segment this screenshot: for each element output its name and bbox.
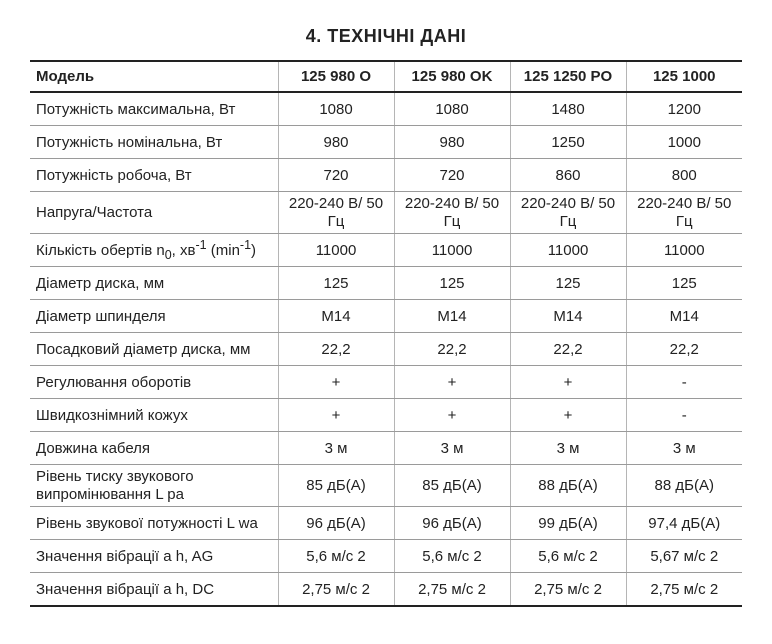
table-cell: M14 xyxy=(394,300,510,333)
table-cell: 1200 xyxy=(626,92,742,126)
table-row xyxy=(30,540,742,573)
table-cell: 11000 xyxy=(394,234,510,267)
table-cell: M14 xyxy=(510,300,626,333)
table-cell: 5,6 м/с 2 xyxy=(510,540,626,573)
table-row xyxy=(30,366,742,399)
table-cell: 1080 xyxy=(394,92,510,126)
table-cell: 3 м xyxy=(510,432,626,465)
table-cell: 1250 xyxy=(510,126,626,159)
table-cell: 1080 xyxy=(278,92,394,126)
table-cell: + xyxy=(278,366,394,399)
table-row xyxy=(30,573,742,607)
specifications-table xyxy=(30,60,742,607)
row-label: Потужність максимальна, Вт xyxy=(30,92,278,126)
table-cell: 11000 xyxy=(510,234,626,267)
table-cell: 22,2 xyxy=(394,333,510,366)
table-cell: 800 xyxy=(626,159,742,192)
model-column-header: 125 980 OK xyxy=(394,61,510,92)
table-cell: 220-240 В/ 50 Гц xyxy=(626,192,742,234)
table-row xyxy=(30,333,742,366)
table-row xyxy=(30,234,742,267)
row-label: Значення вібрації a h, AG xyxy=(30,540,278,573)
table-row xyxy=(30,507,742,540)
table-cell: 220-240 В/ 50 Гц xyxy=(394,192,510,234)
row-label-text: ) xyxy=(251,242,257,259)
table-cell: - xyxy=(626,399,742,432)
table-cell: - xyxy=(626,366,742,399)
table-cell: 980 xyxy=(394,126,510,159)
table-cell: 3 м xyxy=(278,432,394,465)
table-header-row xyxy=(30,61,742,92)
row-label-text: (min xyxy=(206,242,240,259)
row-label: Потужність номінальна, Вт xyxy=(30,126,278,159)
superscript: -1 xyxy=(195,238,207,252)
table-cell: 5,6 м/с 2 xyxy=(278,540,394,573)
table-cell: + xyxy=(394,399,510,432)
table-cell: 860 xyxy=(510,159,626,192)
table-cell: 22,2 xyxy=(278,333,394,366)
table-cell: 11000 xyxy=(626,234,742,267)
table-cell: 125 xyxy=(510,267,626,300)
table-row xyxy=(30,300,742,333)
table-cell: 5,67 м/с 2 xyxy=(626,540,742,573)
table-cell: 125 xyxy=(394,267,510,300)
table-cell: 125 xyxy=(626,267,742,300)
row-label xyxy=(30,234,278,267)
row-label-text: , хв xyxy=(171,242,196,259)
table-cell: 980 xyxy=(278,126,394,159)
row-label-text: Кількість обертів n xyxy=(36,242,165,259)
table-row xyxy=(30,126,742,159)
table-cell: 11000 xyxy=(278,234,394,267)
row-label: Потужність робоча, Вт xyxy=(30,159,278,192)
table-row xyxy=(30,267,742,300)
table-cell: + xyxy=(278,399,394,432)
table-cell: 85 дБ(А) xyxy=(278,465,394,507)
table-cell: 125 xyxy=(278,267,394,300)
table-cell: 3 м xyxy=(626,432,742,465)
table-cell: 220-240 В/ 50 Гц xyxy=(278,192,394,234)
table-cell: 85 дБ(А) xyxy=(394,465,510,507)
model-column-header: 125 1000 xyxy=(626,61,742,92)
table-cell: 2,75 м/с 2 xyxy=(626,573,742,607)
superscript: -1 xyxy=(239,238,252,252)
table-cell: 22,2 xyxy=(510,333,626,366)
model-column-header: 125 1250 PO xyxy=(510,61,626,92)
row-label: Посадковий діаметр диска, мм xyxy=(30,333,278,366)
table-row xyxy=(30,432,742,465)
row-label: Рівень тиску звукового випромінювання L pa xyxy=(30,465,278,507)
table-cell: 97,4 дБ(А) xyxy=(626,507,742,540)
table-cell: 22,2 xyxy=(626,333,742,366)
row-label: Напруга/Частота xyxy=(30,192,278,234)
row-label: Довжина кабеля xyxy=(30,432,278,465)
table-cell: 96 дБ(А) xyxy=(394,507,510,540)
table-cell: 5,6 м/с 2 xyxy=(394,540,510,573)
table-row xyxy=(30,159,742,192)
table-cell: 720 xyxy=(394,159,510,192)
table-cell: 3 м xyxy=(394,432,510,465)
row-label: Значення вібрації a h, DC xyxy=(30,573,278,607)
table-row xyxy=(30,92,742,126)
table-row xyxy=(30,399,742,432)
table-cell: 88 дБ(А) xyxy=(626,465,742,507)
table-cell: 720 xyxy=(278,159,394,192)
page-title: 4. ТЕХНІЧНІ ДАНІ xyxy=(305,26,467,46)
table-cell: 88 дБ(А) xyxy=(510,465,626,507)
table-cell: + xyxy=(394,366,510,399)
table-cell: M14 xyxy=(626,300,742,333)
row-label: Рівень звукової потужності L wa xyxy=(30,507,278,540)
row-label: Діаметр шпинделя xyxy=(30,300,278,333)
table-cell: 99 дБ(А) xyxy=(510,507,626,540)
table-cell: M14 xyxy=(278,300,394,333)
subscript: 0 xyxy=(164,248,172,262)
table-cell: 2,75 м/с 2 xyxy=(278,573,394,607)
table-row xyxy=(30,192,742,234)
row-label: Швидкознімний кожух xyxy=(30,399,278,432)
row-label: Регулювання оборотів xyxy=(30,366,278,399)
model-header: Модель xyxy=(30,61,278,92)
table-cell: 2,75 м/с 2 xyxy=(510,573,626,607)
table-cell: 2,75 м/с 2 xyxy=(394,573,510,607)
table-cell: 220-240 В/ 50 Гц xyxy=(510,192,626,234)
table-cell: 1480 xyxy=(510,92,626,126)
table-row xyxy=(30,465,742,507)
table-cell: 96 дБ(А) xyxy=(278,507,394,540)
table-cell: 1000 xyxy=(626,126,742,159)
table-cell: + xyxy=(510,399,626,432)
row-label: Діаметр диска, мм xyxy=(30,267,278,300)
model-column-header: 125 980 O xyxy=(278,61,394,92)
table-cell: + xyxy=(510,366,626,399)
